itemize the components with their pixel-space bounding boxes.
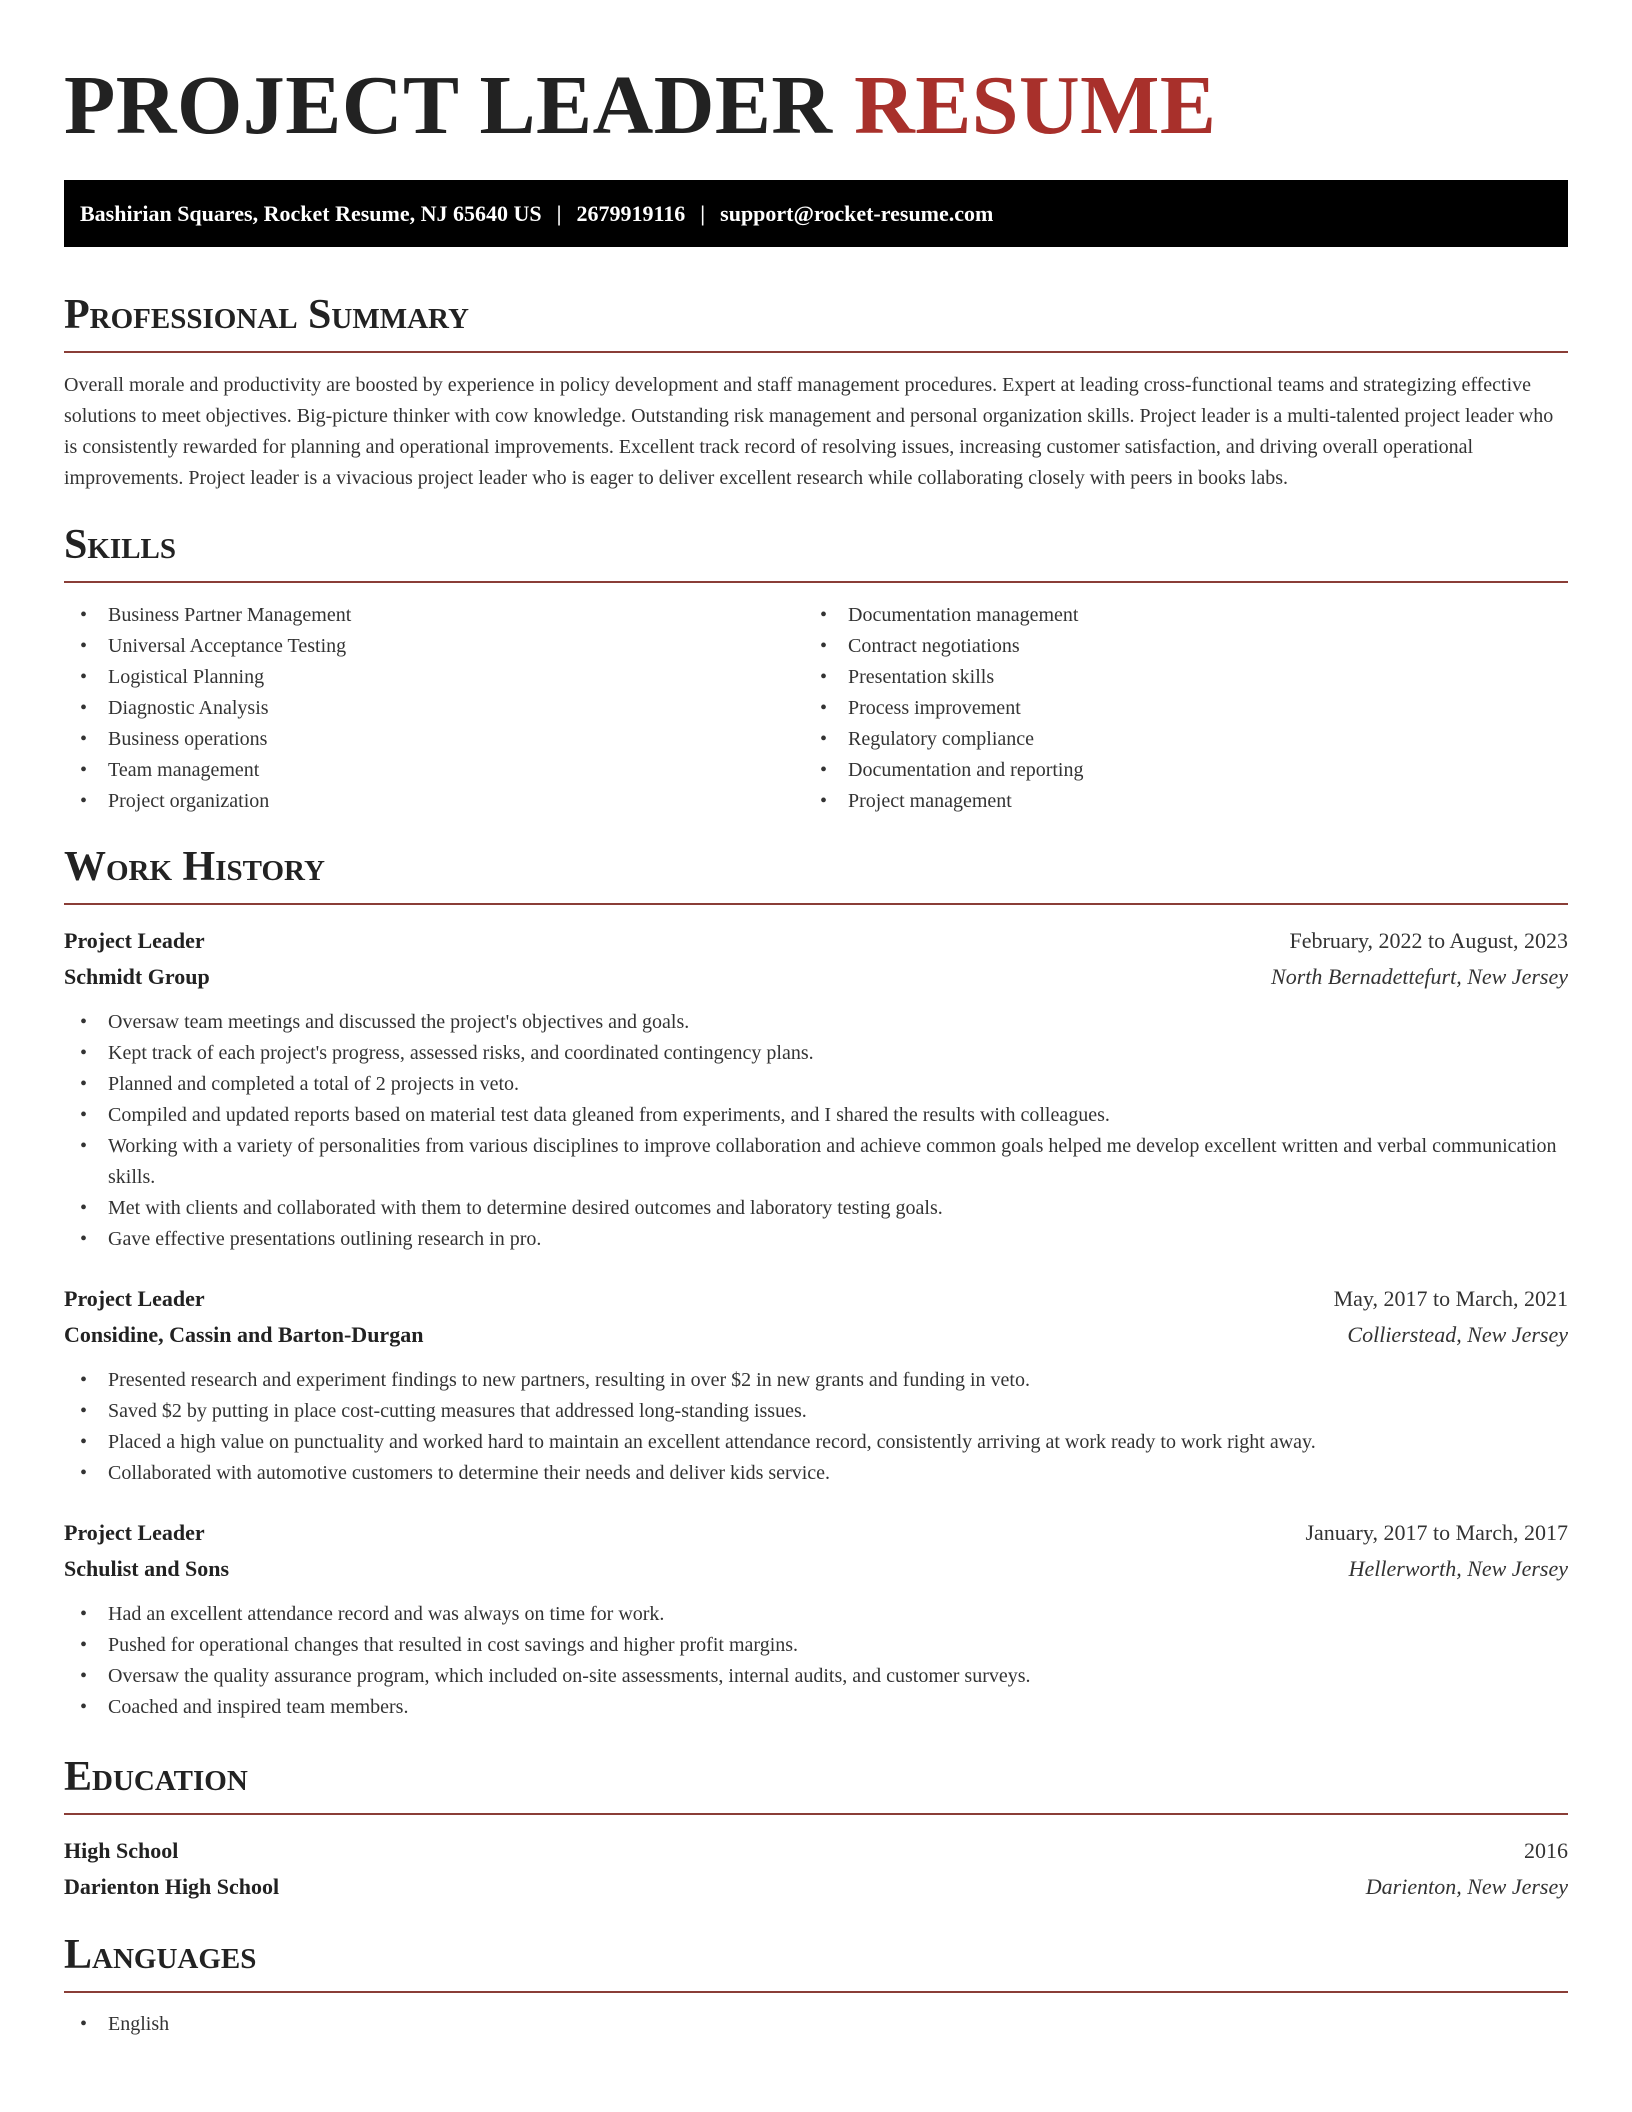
skill-item: • Documentation and reporting [804,755,1544,786]
skills-grid [64,600,1568,817]
job-location: Hellerworth, New Jersey [1348,1556,1568,1581]
job-dates: May, 2017 to March, 2021 [1333,1286,1568,1311]
skills-right-column [804,600,1544,817]
contact-address: Bashirian Squares, Rocket Resume, NJ 65640 US [80,200,542,226]
education-degree: High School [64,1838,179,1863]
resume-page [64,0,1568,2040]
job-title: Project Leader [64,1520,205,1545]
duty-item: • Coached and inspired team members. [64,1692,1568,1723]
duty-item: • Collaborated with automotive customers to determine their needs and deliver kids service. [64,1458,1568,1489]
skills-section [64,521,1568,817]
duty-item: • Kept track of each project's progress, assessed risks, and coordinated contingency plans. [64,1038,1568,1069]
job-entry [64,1281,1568,1489]
job-duties [64,1007,1568,1255]
duty-item: • Had an excellent attendance record and was always on time for work. [64,1599,1568,1630]
job-location: Collierstead, New Jersey [1347,1322,1568,1347]
skill-item: • Business Partner Management [64,600,804,631]
duty-item: • Compiled and updated reports based on material test data gleaned from experiments, and I shared the results with colleagues. [64,1100,1568,1131]
duty-item: • Saved $2 by putting in place cost-cutting measures that addressed long-standing issues. [64,1396,1568,1427]
job-company: Schulist and Sons [64,1556,230,1581]
job-entry [64,923,1568,1255]
summary-text: Overall morale and productivity are boosted by experience in policy development and staff management procedures. Expert at leading cross-functional teams and strategizing effective solutions to meet objectives. Big-picture thinker with cow knowledge. Outstanding risk management and personal organization skills. Project leader is a multi-talented project leader who is consistently rewarded for planning and operational improvements. Excellent track record of resolving issues, increasing customer satisfaction, and driving overall operational improvements. Project leader is a vivacious project leader who is eager to deliver excellent research while collaborating closely with peers in books labs. [64,374,1554,489]
job-entry [64,1515,1568,1723]
duty-item: • Pushed for operational changes that resulted in cost savings and higher profit margins. [64,1630,1568,1661]
education-heading: Education [64,1753,1568,1815]
title-accent: RESUME [854,59,1217,152]
contact-separator: | [700,200,706,226]
skill-item: • Regulatory compliance [804,724,1544,755]
skill-item: • Logistical Planning [64,662,804,693]
duty-item: • Working with a variety of personalities from various disciplines to improve collaboration and achieve common goals helped me develop excellent written and verbal communication skills. [64,1131,1568,1193]
skill-item: • Documentation management [804,600,1544,631]
skill-item: • Business operations [64,724,804,755]
skill-item: • Process improvement [804,693,1544,724]
education-entry [64,1833,1568,1905]
skill-item: • Presentation skills [804,662,1544,693]
skills-left-column [64,600,804,817]
skill-item: • Project management [804,786,1544,817]
contact-email: support@rocket-resume.com [720,200,994,226]
job-location: North Bernadettefurt, New Jersey [1271,964,1568,989]
skill-item: • Team management [64,755,804,786]
resume-title [64,58,1568,154]
job-duties [64,1599,1568,1723]
job-title: Project Leader [64,1286,205,1311]
duty-item: • Planned and completed a total of 2 projects in veto. [64,1069,1568,1100]
education-location: Darienton, New Jersey [1365,1874,1568,1899]
duty-item: • Oversaw the quality assurance program, which included on-site assessments, internal audits, and customer surveys. [64,1661,1568,1692]
languages-section [64,1931,1568,2040]
contact-bar [64,180,1568,247]
job-duties [64,1365,1568,1489]
skill-item: • Project organization [64,786,804,817]
duty-item: • Gave effective presentations outlining research in pro. [64,1224,1568,1255]
job-title: Project Leader [64,928,205,953]
contact-phone: 2679919116 [576,200,686,226]
work-history-section [64,843,1568,1723]
education-section [64,1753,1568,1905]
duty-item: • Oversaw team meetings and discussed the project's objectives and goals. [64,1007,1568,1038]
skill-item: • Universal Acceptance Testing [64,631,804,662]
contact-separator: | [556,200,562,226]
duty-item: • Presented research and experiment findings to new partners, resulting in over $2 in new grants and funding in veto. [64,1365,1568,1396]
duty-item: • Placed a high value on punctuality and worked hard to maintain an excellent attendance record, consistently arriving at work ready to work right away. [64,1427,1568,1458]
languages-heading: Languages [64,1931,1568,1993]
skill-item: • Diagnostic Analysis [64,693,804,724]
skill-item: • Contract negotiations [804,631,1544,662]
job-company: Schmidt Group [64,964,210,989]
job-company: Considine, Cassin and Barton-Durgan [64,1322,424,1347]
work-history-heading: Work History [64,843,1568,905]
job-dates: January, 2017 to March, 2017 [1305,1520,1568,1545]
skills-heading: Skills [64,521,1568,583]
title-main: PROJECT LEADER [64,59,833,152]
duty-item: • Met with clients and collaborated with them to determine desired outcomes and laboratory testing goals. [64,1193,1568,1224]
job-dates: February, 2022 to August, 2023 [1289,928,1568,953]
language-item: • English [64,2009,1568,2040]
education-school: Darienton High School [64,1874,280,1899]
education-year: 2016 [1524,1838,1568,1863]
summary-heading: Professional Summary [64,291,1568,353]
summary-section [64,291,1568,494]
languages-list [64,2009,1568,2040]
